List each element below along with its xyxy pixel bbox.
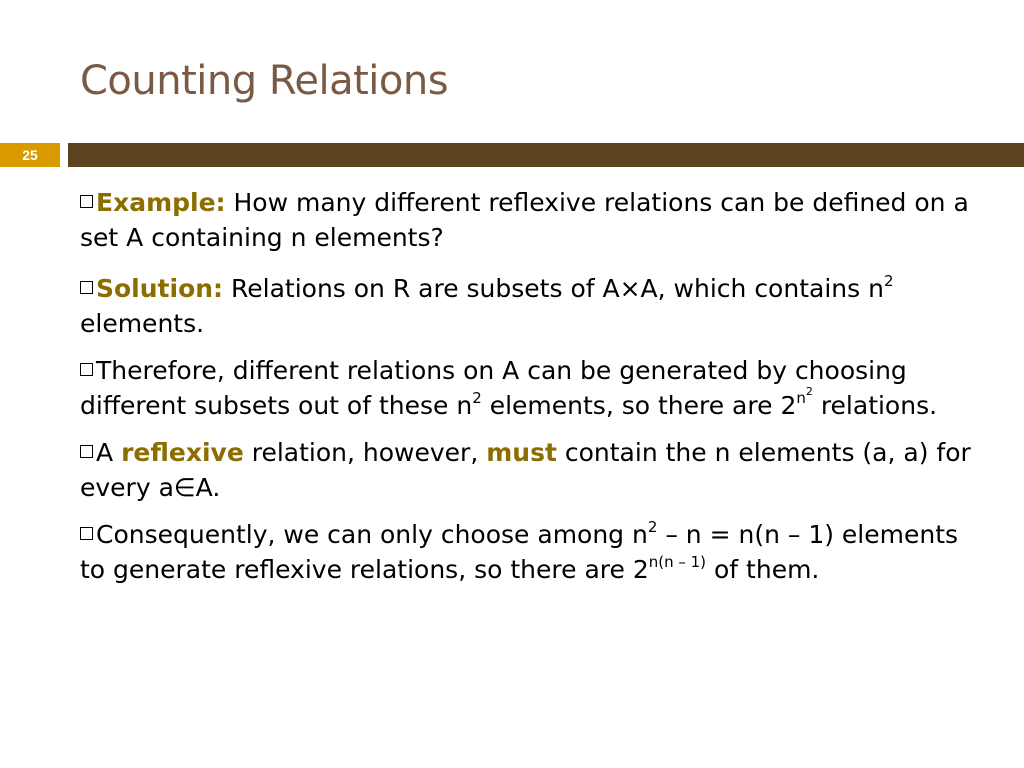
reflexive-text-a: A: [96, 438, 114, 467]
slide-content: [80, 185, 980, 599]
therefore-exponent: [796, 385, 813, 407]
header-divider-bar: [68, 143, 1024, 167]
therefore-text-c: relations.: [820, 391, 938, 420]
therefore-text-b: elements, so there are 2: [489, 391, 797, 420]
reflexive-paragraph: [80, 435, 980, 505]
consequently-exponent: n(n – 1): [648, 553, 707, 571]
square-bullet-icon: [80, 281, 93, 294]
solution-paragraph: [80, 271, 980, 341]
therefore-paragraph: [80, 353, 980, 423]
consequently-text-b: – n = n(n – 1) elements to generate reflexive relations, so there are 2: [80, 520, 959, 584]
square-bullet-icon: [80, 195, 93, 208]
therefore-text-a: Therefore, different relations on A can be generated by choosing different subsets out of these n: [80, 356, 907, 420]
square-bullet-icon: [80, 527, 93, 540]
must-highlight: must: [486, 438, 557, 467]
example-label: Example:: [96, 188, 226, 217]
example-text: How many different reflexive relations can be defined on a set A containing n elements?: [80, 188, 969, 252]
slide-title: Counting Relations: [80, 58, 449, 104]
reflexive-text-b: relation, however,: [251, 438, 479, 467]
example-paragraph: [80, 185, 980, 255]
consequently-superscript: 2: [647, 518, 658, 536]
reflexive-text-c: contain the n elements (a, a) for every a∈A.: [80, 438, 971, 502]
therefore-superscript: 2: [472, 389, 482, 407]
consequently-paragraph: [80, 517, 980, 587]
exponent-base: n: [796, 389, 806, 407]
reflexive-highlight: reflexive: [121, 438, 244, 467]
solution-label: Solution:: [96, 274, 224, 303]
consequently-text-a: Consequently, we can only choose among n: [96, 520, 648, 549]
solution-text-b: elements.: [80, 309, 205, 338]
solution-superscript: 2: [883, 272, 894, 290]
slide-number: 25: [0, 143, 60, 167]
square-bullet-icon: [80, 445, 93, 458]
solution-text-a: Relations on R are subsets of A×A, which contains n: [231, 274, 884, 303]
consequently-text-c: of them.: [714, 555, 820, 584]
square-bullet-icon: [80, 363, 93, 376]
exponent-power: 2: [805, 385, 813, 398]
